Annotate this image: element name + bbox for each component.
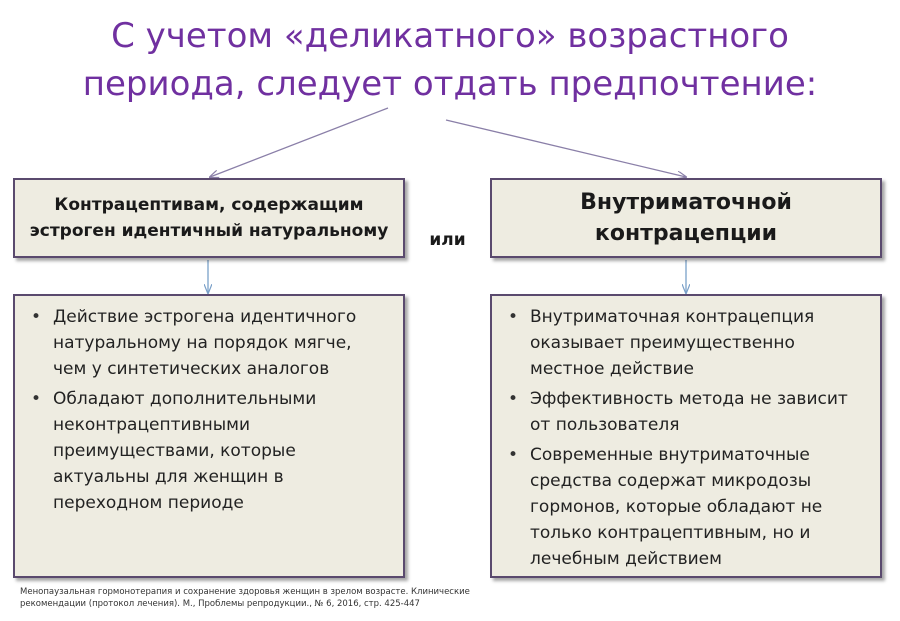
arrow-to-right-heading <box>446 120 686 177</box>
left-heading-line-2: эстроген идентичный натуральному <box>29 221 389 241</box>
right-details-box <box>490 294 882 578</box>
reference-note <box>20 586 490 610</box>
list-item: • Внутриматочная контрацепция оказывает преимущественно местное действие <box>506 304 866 382</box>
left-heading-line-1: Контрацептивам, содержащим <box>54 195 364 215</box>
left-details-box <box>13 294 405 578</box>
list-item: • Современные внутриматочные средства содержат микродозы гормонов, которые обладают не только контрацептивным, но и лечебным действием <box>506 442 866 572</box>
list-item: • Обладают дополнительными неконтрацептивными преимуществами, которые актуальны для женщин в переходном периоде <box>29 386 389 516</box>
right-heading-line-1: Внутриматочной <box>580 190 792 215</box>
right-heading-line-2: контрацепции <box>594 221 778 246</box>
list-item: • Действие эстрогена идентичного натуральному на порядок мягче, чем у синтетических аналогов <box>29 304 389 382</box>
reference-line-2: рекомендации (протокол лечения). М., Проблемы репродукции., № 6, 2016, стр. 425-447 <box>20 599 420 609</box>
or-connector: или <box>429 230 466 250</box>
list-item: • Эффективность метода не зависит от пользователя <box>506 386 866 438</box>
arrow-to-left-heading <box>210 108 388 177</box>
left-bullet-list <box>15 296 403 516</box>
title-line-2: периода, следует отдать предпочтение: <box>82 64 818 104</box>
right-heading-box <box>490 178 882 258</box>
title-line-1: С учетом «деликатного» возрастного <box>111 16 789 56</box>
left-heading-box <box>13 178 405 258</box>
reference-line-1: Менопаузальная гормонотерапия и сохранение здоровья женщин в зрелом возрасте. Клинические <box>20 587 470 597</box>
right-bullet-list <box>492 296 880 572</box>
